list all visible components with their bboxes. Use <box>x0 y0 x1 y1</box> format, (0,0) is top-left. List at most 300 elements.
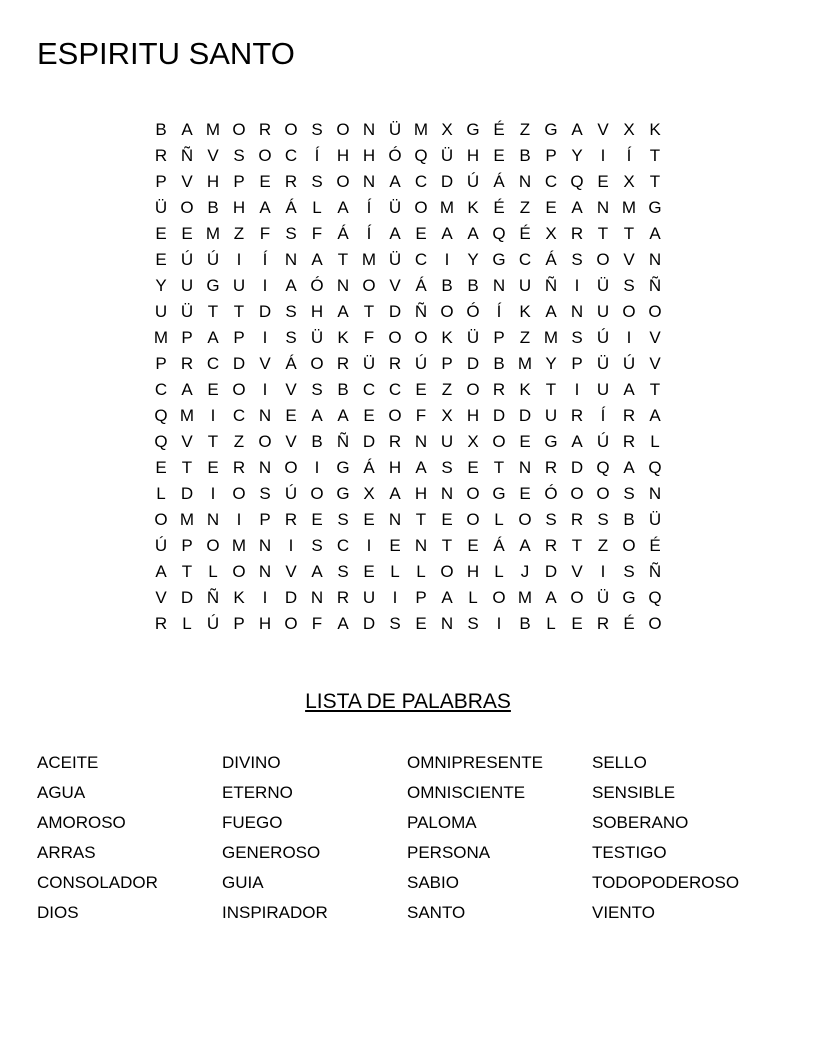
grid-letter: Ú <box>596 432 610 451</box>
grid-letter: E <box>207 458 219 477</box>
grid-letter: Í <box>366 198 372 217</box>
grid-letter: N <box>258 562 272 581</box>
grid-letter: D <box>544 562 558 581</box>
grid-letter: O <box>310 484 324 503</box>
grid-letter: A <box>571 432 583 451</box>
grid-letter: P <box>415 588 427 607</box>
grid-letter: B <box>207 198 219 217</box>
word-list-item: AGUA <box>37 783 86 802</box>
grid-letter: G <box>336 458 350 477</box>
grid-letter: E <box>441 510 453 529</box>
grid-letter: R <box>258 120 272 139</box>
grid-letter: Y <box>467 250 479 269</box>
grid-letter: Ü <box>388 198 402 217</box>
grid-letter: Q <box>596 458 610 477</box>
grid-letter: É <box>493 198 505 217</box>
grid-letter: N <box>258 406 272 425</box>
grid-letter: G <box>492 250 506 269</box>
grid-letter: O <box>232 380 246 399</box>
grid-letter: Ü <box>154 198 168 217</box>
grid-letter: A <box>467 224 479 243</box>
grid-letter: X <box>467 432 479 451</box>
grid-letter: R <box>622 432 636 451</box>
grid-letter: Z <box>519 198 531 217</box>
grid-letter: É <box>623 614 635 633</box>
grid-letter: P <box>233 328 245 347</box>
grid-letter: C <box>518 250 532 269</box>
grid-letter: E <box>389 536 401 555</box>
grid-letter: N <box>362 120 376 139</box>
grid-letter: A <box>545 588 557 607</box>
grid-letter: G <box>206 276 220 295</box>
word-list-column <box>222 748 407 928</box>
grid-letter: Z <box>597 536 609 555</box>
word-list-item: INSPIRADOR <box>222 903 328 922</box>
grid-letter: R <box>388 432 402 451</box>
grid-letter: Ú <box>414 354 428 373</box>
grid-letter: O <box>154 510 168 529</box>
grid-letter: O <box>258 146 272 165</box>
grid-letter: S <box>597 510 609 529</box>
grid-letter: O <box>440 562 454 581</box>
grid-letter: Á <box>545 250 557 269</box>
grid-letter: O <box>622 536 636 555</box>
grid-letter: A <box>389 172 401 191</box>
grid-letter: O <box>466 510 480 529</box>
grid-letter: O <box>388 406 402 425</box>
grid-letter: I <box>262 588 268 607</box>
grid-letter: Á <box>493 172 505 191</box>
grid-letter: E <box>363 510 375 529</box>
grid-letter: O <box>232 484 246 503</box>
grid-letter: Ñ <box>414 302 428 321</box>
grid-letter: U <box>362 588 376 607</box>
grid-letter: Í <box>600 406 606 425</box>
grid-letter: D <box>388 302 402 321</box>
grid-letter: T <box>493 458 505 477</box>
grid-letter: T <box>181 562 193 581</box>
grid-letter: Ñ <box>648 276 662 295</box>
grid-letter: Á <box>285 198 297 217</box>
grid-letter: C <box>206 354 220 373</box>
grid-letter: A <box>649 406 661 425</box>
grid-letter: V <box>285 562 297 581</box>
grid-letter: I <box>236 510 242 529</box>
word-list-item: DIOS <box>37 903 79 922</box>
grid-letter: E <box>155 458 167 477</box>
grid-letter: Q <box>414 146 428 165</box>
grid-letter: H <box>466 406 480 425</box>
grid-letter: D <box>466 354 480 373</box>
grid-letter: O <box>518 510 532 529</box>
word-list-item: DIVINO <box>222 753 281 772</box>
grid-letter: A <box>337 302 349 321</box>
grid-letter: D <box>518 406 532 425</box>
grid-letter: Z <box>519 328 531 347</box>
word-list-item: OMNISCIENTE <box>407 783 526 802</box>
grid-letter: C <box>414 172 428 191</box>
grid-letter: R <box>570 510 584 529</box>
grid-letter: V <box>155 588 167 607</box>
grid-letter: H <box>258 614 272 633</box>
grid-letter: V <box>597 120 609 139</box>
grid-letter: R <box>388 354 402 373</box>
grid-letter: I <box>600 146 606 165</box>
word-search-grid <box>148 117 668 637</box>
grid-letter: E <box>519 484 531 503</box>
grid-letter: A <box>259 198 271 217</box>
grid-letter: O <box>622 302 636 321</box>
grid-letter: N <box>284 250 298 269</box>
grid-letter: D <box>440 172 454 191</box>
word-list-item: ETERNO <box>222 783 293 802</box>
grid-letter: E <box>519 432 531 451</box>
grid-letter: I <box>392 588 398 607</box>
grid-letter: H <box>206 172 220 191</box>
word-list-item: OMNIPRESENTE <box>407 753 544 772</box>
grid-letter: S <box>467 614 479 633</box>
grid-letter: S <box>233 146 245 165</box>
grid-letter: X <box>441 120 453 139</box>
grid-letter: O <box>206 536 220 555</box>
grid-letter: D <box>180 588 194 607</box>
grid-letter: O <box>596 484 610 503</box>
grid-letter: G <box>648 198 662 217</box>
word-list-column <box>407 748 592 928</box>
grid-letter: N <box>518 172 532 191</box>
grid-letter: O <box>284 458 298 477</box>
grid-letter: A <box>519 536 531 555</box>
grid-letter: O <box>310 354 324 373</box>
grid-letter: T <box>363 302 375 321</box>
grid-letter: O <box>388 328 402 347</box>
grid-letter: O <box>336 172 350 191</box>
grid-letter: G <box>622 588 636 607</box>
grid-letter: T <box>571 536 583 555</box>
grid-letter: R <box>596 614 610 633</box>
grid-letter: Á <box>415 276 427 295</box>
grid-letter: Ü <box>596 588 610 607</box>
grid-letter: N <box>362 172 376 191</box>
grid-letter: E <box>311 510 323 529</box>
grid-letter: V <box>649 328 661 347</box>
grid-letter: A <box>181 380 193 399</box>
grid-letter: M <box>153 328 169 347</box>
grid-letter: E <box>415 614 427 633</box>
grid-letter: C <box>362 380 376 399</box>
grid-letter: T <box>181 458 193 477</box>
grid-letter: P <box>545 146 557 165</box>
grid-letter: Y <box>545 354 557 373</box>
grid-letter: B <box>493 354 505 373</box>
grid-letter: E <box>207 380 219 399</box>
grid-letter: N <box>596 198 610 217</box>
grid-letter: V <box>285 380 297 399</box>
word-list-item: FUEGO <box>222 813 283 832</box>
grid-letter: T <box>337 250 349 269</box>
grid-letter: B <box>519 146 531 165</box>
grid-letter: E <box>467 536 479 555</box>
grid-letter: C <box>284 146 298 165</box>
grid-letter: M <box>205 224 221 243</box>
word-list-item: PERSONA <box>407 843 491 862</box>
grid-letter: U <box>518 276 532 295</box>
grid-letter: E <box>259 172 271 191</box>
grid-letter: E <box>155 224 167 243</box>
grid-letter: A <box>311 250 323 269</box>
grid-letter: É <box>649 536 661 555</box>
grid-letter: S <box>571 328 583 347</box>
grid-letter: É <box>519 224 531 243</box>
grid-letter: Ú <box>154 536 168 555</box>
grid-letter: I <box>210 484 216 503</box>
grid-letter: T <box>623 224 635 243</box>
grid-letter: K <box>233 588 245 607</box>
grid-letter: Ó <box>388 146 402 165</box>
grid-letter: Ú <box>622 354 636 373</box>
grid-letter: C <box>232 406 246 425</box>
grid-letter: Ú <box>596 328 610 347</box>
grid-letter: L <box>546 614 556 633</box>
grid-letter: Z <box>233 432 245 451</box>
grid-letter: E <box>545 198 557 217</box>
grid-letter: E <box>597 172 609 191</box>
word-list-heading <box>0 690 816 714</box>
grid-letter: T <box>207 432 219 451</box>
grid-letter: Z <box>519 120 531 139</box>
word-list <box>37 748 777 928</box>
grid-letter: N <box>648 250 662 269</box>
grid-letter: A <box>389 224 401 243</box>
grid-letter: C <box>388 380 402 399</box>
grid-letter: Q <box>492 224 506 243</box>
grid-letter: E <box>285 406 297 425</box>
grid-letter: G <box>544 120 558 139</box>
grid-letter: E <box>415 224 427 243</box>
grid-letter: M <box>179 510 195 529</box>
grid-letter: R <box>284 510 298 529</box>
grid-letter: S <box>311 120 323 139</box>
grid-letter: M <box>517 588 533 607</box>
grid-letter: D <box>180 484 194 503</box>
grid-letter: I <box>574 380 580 399</box>
grid-letter: O <box>648 302 662 321</box>
grid-letter: Ñ <box>180 146 194 165</box>
grid-letter: O <box>492 432 506 451</box>
grid-letter: M <box>231 536 247 555</box>
grid-letter: Y <box>571 146 583 165</box>
grid-letter: E <box>155 250 167 269</box>
grid-letter: Ó <box>466 302 480 321</box>
grid-letter: P <box>571 354 583 373</box>
grid-letter: Y <box>155 276 167 295</box>
grid-letter: K <box>441 328 453 347</box>
grid-letter: Í <box>626 146 632 165</box>
grid-letter: A <box>337 198 349 217</box>
grid-letter: I <box>262 380 268 399</box>
grid-letter: S <box>337 510 349 529</box>
grid-letter: M <box>413 120 429 139</box>
grid-letter: L <box>650 432 660 451</box>
grid-letter: R <box>570 406 584 425</box>
grid-letter: N <box>648 484 662 503</box>
grid-letter: Ñ <box>544 276 558 295</box>
grid-letter: A <box>441 224 453 243</box>
grid-letter: U <box>596 380 610 399</box>
grid-letter: B <box>623 510 635 529</box>
grid-letter: H <box>466 146 480 165</box>
grid-letter: O <box>596 250 610 269</box>
grid-letter: S <box>337 562 349 581</box>
grid-letter: P <box>233 614 245 633</box>
grid-letter: K <box>519 302 531 321</box>
grid-letter: C <box>336 536 350 555</box>
grid-letter: M <box>179 406 195 425</box>
grid-letter: K <box>519 380 531 399</box>
grid-letter: A <box>155 562 167 581</box>
grid-letter: V <box>259 354 271 373</box>
grid-letter: I <box>236 250 242 269</box>
grid-letter: N <box>258 536 272 555</box>
grid-letter: O <box>466 380 480 399</box>
grid-letter: V <box>285 432 297 451</box>
grid-letter: A <box>311 406 323 425</box>
grid-letter: P <box>181 536 193 555</box>
grid-letter: S <box>623 562 635 581</box>
grid-letter: Ñ <box>648 562 662 581</box>
grid-letter: E <box>363 406 375 425</box>
grid-letter: P <box>155 172 167 191</box>
grid-letter: E <box>467 458 479 477</box>
grid-letter: R <box>570 224 584 243</box>
word-list-item: CONSOLADOR <box>37 873 158 892</box>
grid-letter: V <box>181 172 193 191</box>
grid-letter: N <box>414 536 428 555</box>
grid-letter: Ü <box>466 328 480 347</box>
word-list-column <box>592 748 777 928</box>
grid-letter: Ú <box>206 614 220 633</box>
grid-letter: A <box>207 328 219 347</box>
grid-letter: F <box>311 614 323 633</box>
grid-letter: T <box>233 302 245 321</box>
grid-letter: V <box>649 354 661 373</box>
grid-letter: Ó <box>310 276 324 295</box>
grid-letter: A <box>545 302 557 321</box>
grid-letter: M <box>543 328 559 347</box>
grid-letter: Ú <box>180 250 194 269</box>
grid-letter: H <box>466 562 480 581</box>
grid-letter: R <box>336 588 350 607</box>
grid-letter: O <box>336 120 350 139</box>
grid-letter: P <box>259 510 271 529</box>
grid-letter: Ó <box>544 484 558 503</box>
grid-letter: J <box>520 562 530 581</box>
grid-letter: O <box>414 198 428 217</box>
grid-letter: Í <box>262 250 268 269</box>
grid-letter: Ú <box>466 172 480 191</box>
grid-letter: V <box>389 276 401 295</box>
grid-letter: T <box>649 172 661 191</box>
grid-letter: B <box>519 614 531 633</box>
grid-letter: Ü <box>180 302 194 321</box>
grid-letter: N <box>440 614 454 633</box>
grid-letter: V <box>623 250 635 269</box>
grid-letter: F <box>259 224 271 243</box>
grid-letter: S <box>623 276 635 295</box>
grid-letter: A <box>389 484 401 503</box>
grid-letter: I <box>262 276 268 295</box>
grid-letter: T <box>207 302 219 321</box>
grid-letter: A <box>337 614 349 633</box>
grid-letter: L <box>156 484 166 503</box>
grid-letter: L <box>182 614 192 633</box>
grid-letter: B <box>311 432 323 451</box>
grid-letter: Ü <box>388 120 402 139</box>
grid-letter: A <box>649 224 661 243</box>
grid-letter: Q <box>648 588 662 607</box>
grid-letter: L <box>494 562 504 581</box>
grid-letter: R <box>492 380 506 399</box>
grid-letter: R <box>180 354 194 373</box>
grid-letter: Í <box>366 224 372 243</box>
grid-letter: N <box>570 302 584 321</box>
grid-letter: N <box>206 510 220 529</box>
grid-letter: N <box>440 484 454 503</box>
grid-letter: F <box>311 224 323 243</box>
grid-letter: Á <box>285 354 297 373</box>
grid-letter: A <box>571 120 583 139</box>
grid-letter: E <box>363 562 375 581</box>
grid-letter: A <box>415 458 427 477</box>
grid-letter: O <box>466 484 480 503</box>
grid-letter: M <box>517 354 533 373</box>
grid-letter: R <box>154 146 168 165</box>
grid-letter: N <box>492 276 506 295</box>
grid-letter: Ñ <box>206 588 220 607</box>
grid-letter: Í <box>496 302 502 321</box>
grid-letter: É <box>493 120 505 139</box>
grid-letter: A <box>623 380 635 399</box>
grid-letter: T <box>649 380 661 399</box>
grid-letter: S <box>311 380 323 399</box>
grid-letter: N <box>518 458 532 477</box>
grid-letter: U <box>232 276 246 295</box>
grid-letter: D <box>362 432 376 451</box>
grid-letter: X <box>441 406 453 425</box>
word-list-item: SANTO <box>407 903 466 922</box>
word-list-item: SELLO <box>592 753 647 772</box>
grid-letter: Ü <box>388 250 402 269</box>
grid-letter: S <box>285 224 297 243</box>
grid-letter: E <box>181 224 193 243</box>
grid-letter: S <box>311 536 323 555</box>
grid-letter: Q <box>154 432 168 451</box>
grid-letter: A <box>571 198 583 217</box>
grid-letter: F <box>415 406 427 425</box>
grid-letter: V <box>571 562 583 581</box>
grid-letter: A <box>181 120 193 139</box>
grid-letter: N <box>336 276 350 295</box>
grid-letter: Ü <box>596 354 610 373</box>
grid-letter: P <box>233 172 245 191</box>
grid-letter: Í <box>314 146 320 165</box>
word-list-item: TODOPODEROSO <box>592 873 740 892</box>
grid-letter: X <box>623 120 635 139</box>
grid-letter: A <box>623 458 635 477</box>
grid-letter: R <box>336 354 350 373</box>
grid-letter: R <box>232 458 246 477</box>
grid-letter: O <box>362 276 376 295</box>
